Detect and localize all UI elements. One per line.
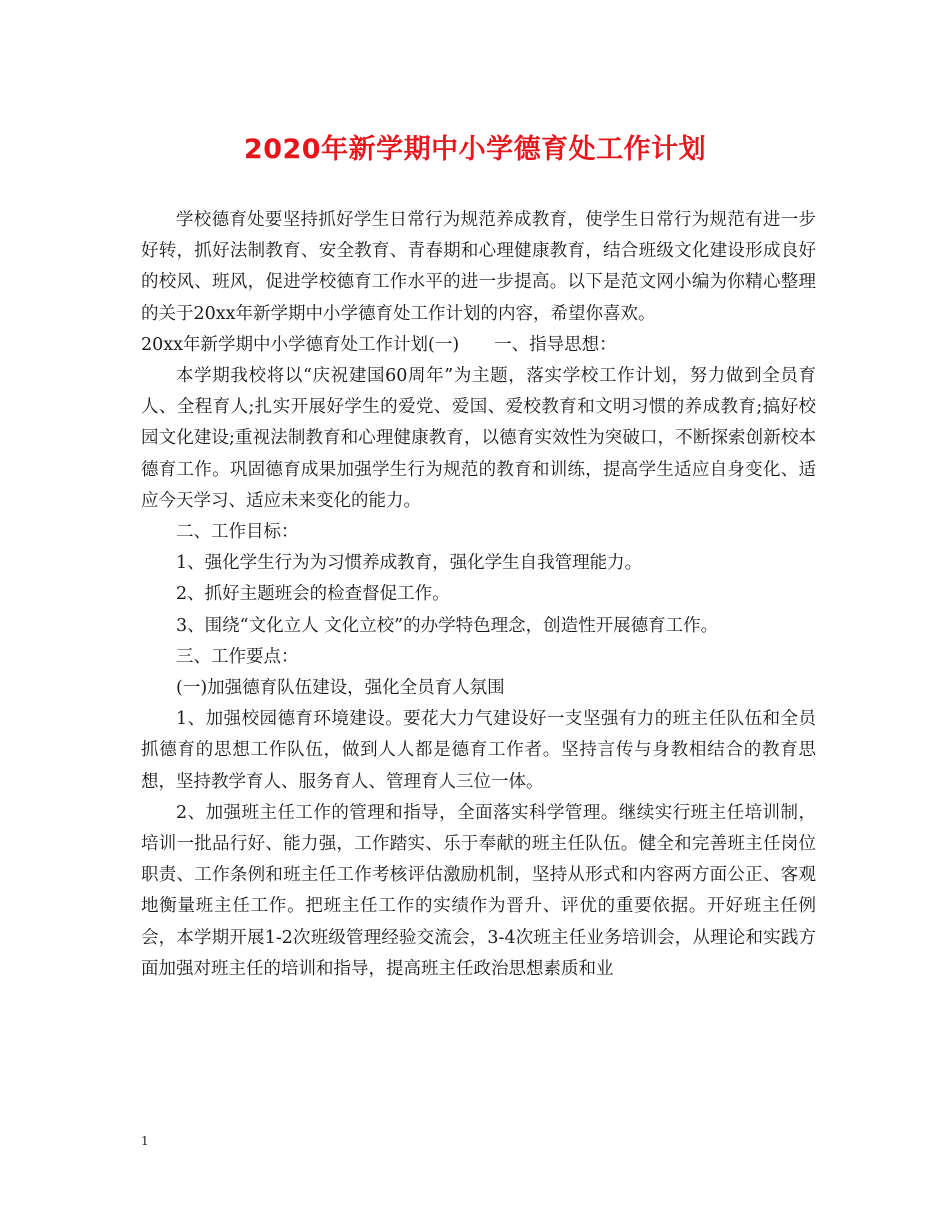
paragraph-goal-2: 2、抓好主题班会的检查督促工作。 bbox=[176, 584, 450, 605]
paragraph-plan-heading: 20xx年新学期中小学德育处工作计划(一) 一、指导思想： bbox=[141, 334, 617, 355]
page-number: 1 bbox=[141, 1134, 149, 1148]
paragraph-point-1: 1、加强校园德育环境建设。要花大力气建设好一支坚强有力的班主任队伍和全员抓德育的思想工作队伍，做到人人都是德育工作者。坚持言传与身教相结合的教育思想，坚持教学育人、服务育人、管理育人三位一体。 bbox=[141, 709, 816, 792]
paragraph-intro: 学校德育处要坚持抓好学生日常行为规范养成教育，使学生日常行为规范有进一步好转，抓好法制教育、安全教育、青春期和心理健康教育，结合班级文化建设形成良好的校风、班风，促进学校德育工作水平的进一步提高。以下是范文网小编为你精心整理的关于20xx年新学期中小学德育处工作计划的内容，希望你喜欢。 bbox=[141, 210, 816, 324]
paragraph-goal-3: 3、围绕“文化立人 文化立校”的办学特色理念，创造性开展德育工作。 bbox=[176, 615, 719, 636]
paragraph-guiding-thought: 本学期我校将以“庆祝建国60周年”为主题，落实学校工作计划，努力做到全员育人、全程育人;扎实开展好学生的爱党、爱国、爱校教育和文明习惯的养成教育;搞好校园文化建设;重视法制教育和心理健康教育，以德育实效性为突破口，不断探索创新校本德育工作。巩固德育成果加强学生行为规范的教育和训练，提高学生适应自身变化、适应今天学习、适应未来变化的能力。 bbox=[141, 366, 816, 511]
paragraph-goal-1: 1、强化学生行为为习惯养成教育，强化学生自我管理能力。 bbox=[176, 553, 643, 574]
document-body bbox=[141, 205, 816, 985]
paragraph-keypoints-heading: 三、工作要点： bbox=[176, 646, 299, 667]
paragraph-point-2: 2、加强班主任工作的管理和指导，全面落实科学管理。继续实行班主任培训制，培训一批品行好、能力强，工作踏实、乐于奉献的班主任队伍。健全和完善班主任岗位职责、工作条例和班主任工作考核评估激励机制，坚持从形式和内容两方面公正、客观地衡量班主任工作。把班主任工作的实绩作为晋升、评优的重要依据。开好班主任例会，本学期开展1-2次班级管理经验交流会，3-4次班主任业务培训会，从理论和实践方面加强对班主任的培训和指导，提高班主任政治思想素质和业 bbox=[141, 802, 816, 979]
document-title: 2020年新学期中小学德育处工作计划 bbox=[243, 134, 707, 165]
paragraph-section-1-heading: (一)加强德育队伍建设，强化全员育人氛围 bbox=[176, 678, 505, 699]
paragraph-goals-heading: 二、工作目标： bbox=[176, 522, 299, 543]
